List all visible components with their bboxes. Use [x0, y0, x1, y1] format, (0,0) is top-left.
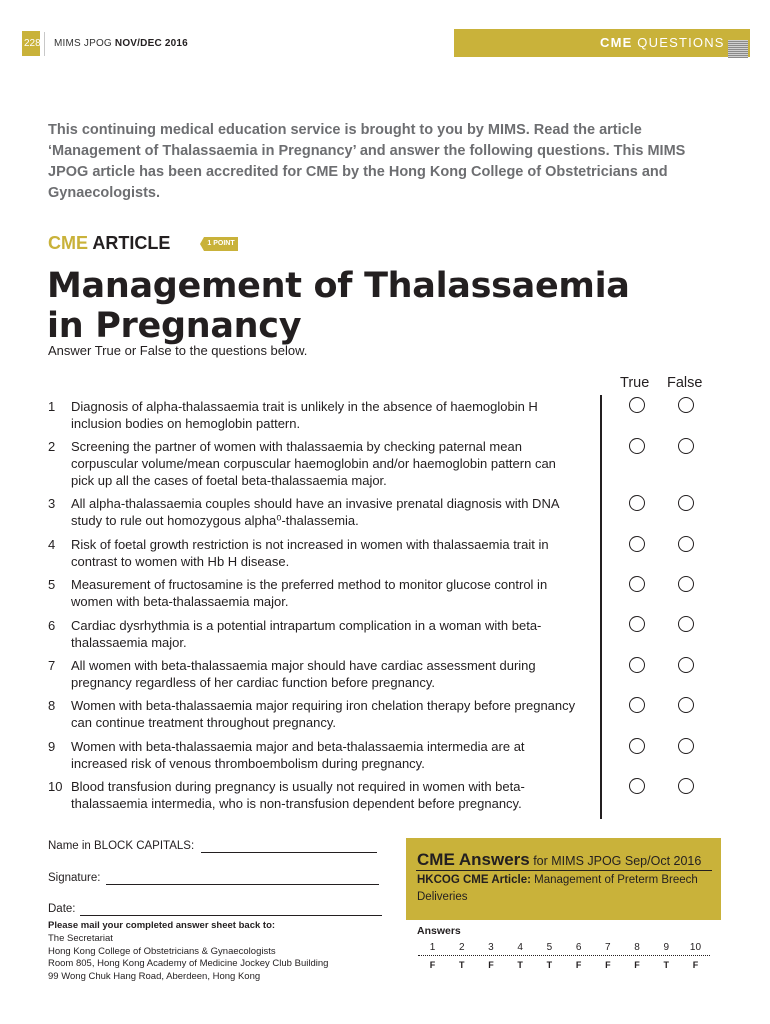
point-badge: 1 POINT [204, 237, 238, 251]
address-line: Hong Kong College of Obstetricians & Gynaecologists [48, 945, 276, 957]
answer-value: F [575, 960, 582, 970]
answer-value: T [663, 960, 669, 970]
hkcog-article [417, 872, 717, 906]
question-number: 3 [48, 496, 56, 511]
answer-value: F [692, 960, 699, 970]
true-radio[interactable] [629, 697, 645, 713]
answers-box-subtitle: for MIMS JPOG Sep/Oct 2016 [529, 854, 702, 868]
false-radio[interactable] [678, 438, 694, 454]
magazine-prefix: MIMS JPOG [54, 38, 115, 49]
page-number: 228 [24, 38, 41, 49]
false-radio[interactable] [678, 576, 694, 592]
answer-numbers-row [418, 942, 710, 953]
hkcog-article-title: Management of Preterm Breech Deliveries [417, 874, 698, 903]
question-text: Cardiac dysrhythmia is a potential intrapartum complication in a woman with beta-thalassaemia major. [71, 618, 542, 650]
article-title-line1: Management of Thalassaemia [47, 266, 630, 306]
question-text: Diagnosis of alpha-thalassaemia trait is unlikely in the absence of haemoglobin H inclusion bodies on hemoglobin pattern. [71, 399, 538, 431]
answer-value: T [517, 960, 523, 970]
intro-text: This continuing medical education service is brought to you by MIMS. Read the article ‘Management of Thalassaemia in Pregnancy’ and answer the following questions. This MIMS JPOG article has been accredited for CME by the Hong Kong College of Obstetricians and Gynaecologists. [48, 122, 686, 201]
true-radio[interactable] [629, 738, 645, 754]
answer-value: F [605, 960, 611, 970]
name-label: Name in BLOCK CAPITALS: [48, 840, 195, 852]
true-radio[interactable] [629, 576, 645, 592]
name-field[interactable] [201, 852, 377, 853]
answer-number: 2 [458, 942, 465, 953]
true-radio[interactable] [629, 397, 645, 413]
false-radio[interactable] [678, 738, 694, 754]
answers-table [418, 942, 710, 970]
question-text: All women with beta-thalassaemia major should have cardiac assessment during pregnancy regardless of her cardiac function before pregnancy. [71, 658, 536, 690]
magazine-issue [54, 38, 188, 49]
mail-instruction: Please mail your completed answer sheet back to: [48, 920, 276, 931]
false-radio[interactable] [678, 536, 694, 552]
question-number: 7 [48, 658, 56, 673]
answer-number: 8 [634, 942, 640, 953]
address-line: The Secretariat [48, 933, 113, 944]
true-radio[interactable] [629, 495, 645, 511]
question-text: Women with beta-thalassaemia major requiring iron chelation therapy before pregnancy can continue treatment throughout pregnancy. [71, 698, 576, 730]
header-divider [44, 32, 45, 56]
question-text: Risk of foetal growth restriction is not increased in women with thalassaemia trait in contrast to women with Hb H disease. [71, 537, 549, 569]
answer-value: T [458, 960, 465, 970]
page-curl-icon [728, 40, 748, 58]
date-field[interactable] [80, 915, 382, 916]
answer-number: 9 [663, 942, 670, 953]
false-column-header: False [667, 375, 703, 391]
question-number: 5 [48, 577, 56, 592]
signature-label: Signature: [48, 872, 101, 884]
answer-number: 3 [488, 942, 494, 953]
answers-divider [418, 955, 710, 956]
answer-number: 7 [605, 942, 611, 953]
answer-column-divider [600, 395, 602, 819]
answers-label: Answers [417, 925, 461, 937]
true-radio[interactable] [629, 778, 645, 794]
question-number: 8 [48, 698, 56, 713]
instructions: Answer True or False to the questions below. [48, 343, 308, 358]
question-number: 9 [48, 739, 56, 754]
article-label-article: ARTICLE [88, 233, 171, 253]
answer-number: 4 [517, 942, 523, 953]
false-radio[interactable] [678, 616, 694, 632]
true-radio[interactable] [629, 438, 645, 454]
question-text: Blood transfusion during pregnancy is usually not required in women with beta-thalassaemia intermedia, who is non-transfusion dependent before pregnancy. [71, 779, 525, 811]
answer-number: 6 [575, 942, 582, 953]
question-text: All alpha-thalassaemia couples should have an invasive prenatal diagnosis with DNA study to rule out homozygous alpha⁰-thalassemia. [71, 496, 559, 528]
date-label: Date: [48, 903, 76, 915]
false-radio[interactable] [678, 697, 694, 713]
question-text: Screening the partner of women with thalassaemia by checking paternal mean corpuscular volume/mean corpuscular haemoglobin and/or haemoglobin pattern can pick up all the cases of foetal beta-thalassaemia major. [71, 439, 556, 488]
question-number: 2 [48, 439, 56, 454]
section-title [600, 35, 725, 50]
answer-values-row [418, 960, 710, 970]
answers-box-title [417, 850, 701, 870]
article-title [47, 266, 687, 346]
mailing-address [48, 933, 328, 983]
answer-value: T [546, 960, 553, 970]
section-title-bold: CME [600, 35, 633, 50]
answers-box-title-main: CME Answers [417, 850, 530, 869]
address-line: 99 Wong Chuk Hang Road, Aberdeen, Hong Kong [48, 970, 261, 982]
question-number: 6 [48, 618, 56, 633]
section-title-rest: QUESTIONS [632, 35, 725, 50]
answer-number: 1 [429, 942, 436, 953]
answer-value: F [488, 960, 494, 970]
question-number: 1 [48, 399, 56, 414]
signature-field[interactable] [106, 884, 379, 885]
question-number: 10 [48, 779, 63, 794]
question-text: Measurement of fructosamine is the preferred method to monitor glucose control in women with beta-thalassaemia major. [71, 577, 548, 609]
magazine-issue-date: NOV/DEC 2016 [114, 38, 188, 49]
false-radio[interactable] [678, 778, 694, 794]
answer-number: 5 [546, 942, 553, 953]
article-label-cme: CME [48, 233, 88, 253]
article-title-line2: in Pregnancy [47, 306, 302, 346]
true-radio[interactable] [629, 657, 645, 673]
false-radio[interactable] [678, 657, 694, 673]
false-radio[interactable] [678, 495, 694, 511]
question-number: 4 [48, 537, 56, 552]
answer-value: F [634, 960, 640, 970]
question-text: Women with beta-thalassaemia major and beta-thalassaemia intermedia are at increased risk of venous thromboembolism during pregnancy. [71, 739, 525, 771]
address-line: Room 805, Hong Kong Academy of Medicine Jockey Club Building [48, 958, 329, 969]
article-label [48, 233, 170, 254]
answer-number: 10 [689, 942, 702, 953]
hkcog-article-label: HKCOG CME Article: [417, 874, 531, 886]
answer-value: F [429, 960, 436, 970]
true-radio[interactable] [629, 536, 645, 552]
false-radio[interactable] [678, 397, 694, 413]
true-radio[interactable] [629, 616, 645, 632]
true-column-header: True [620, 375, 650, 391]
answers-box-rule [416, 870, 712, 871]
